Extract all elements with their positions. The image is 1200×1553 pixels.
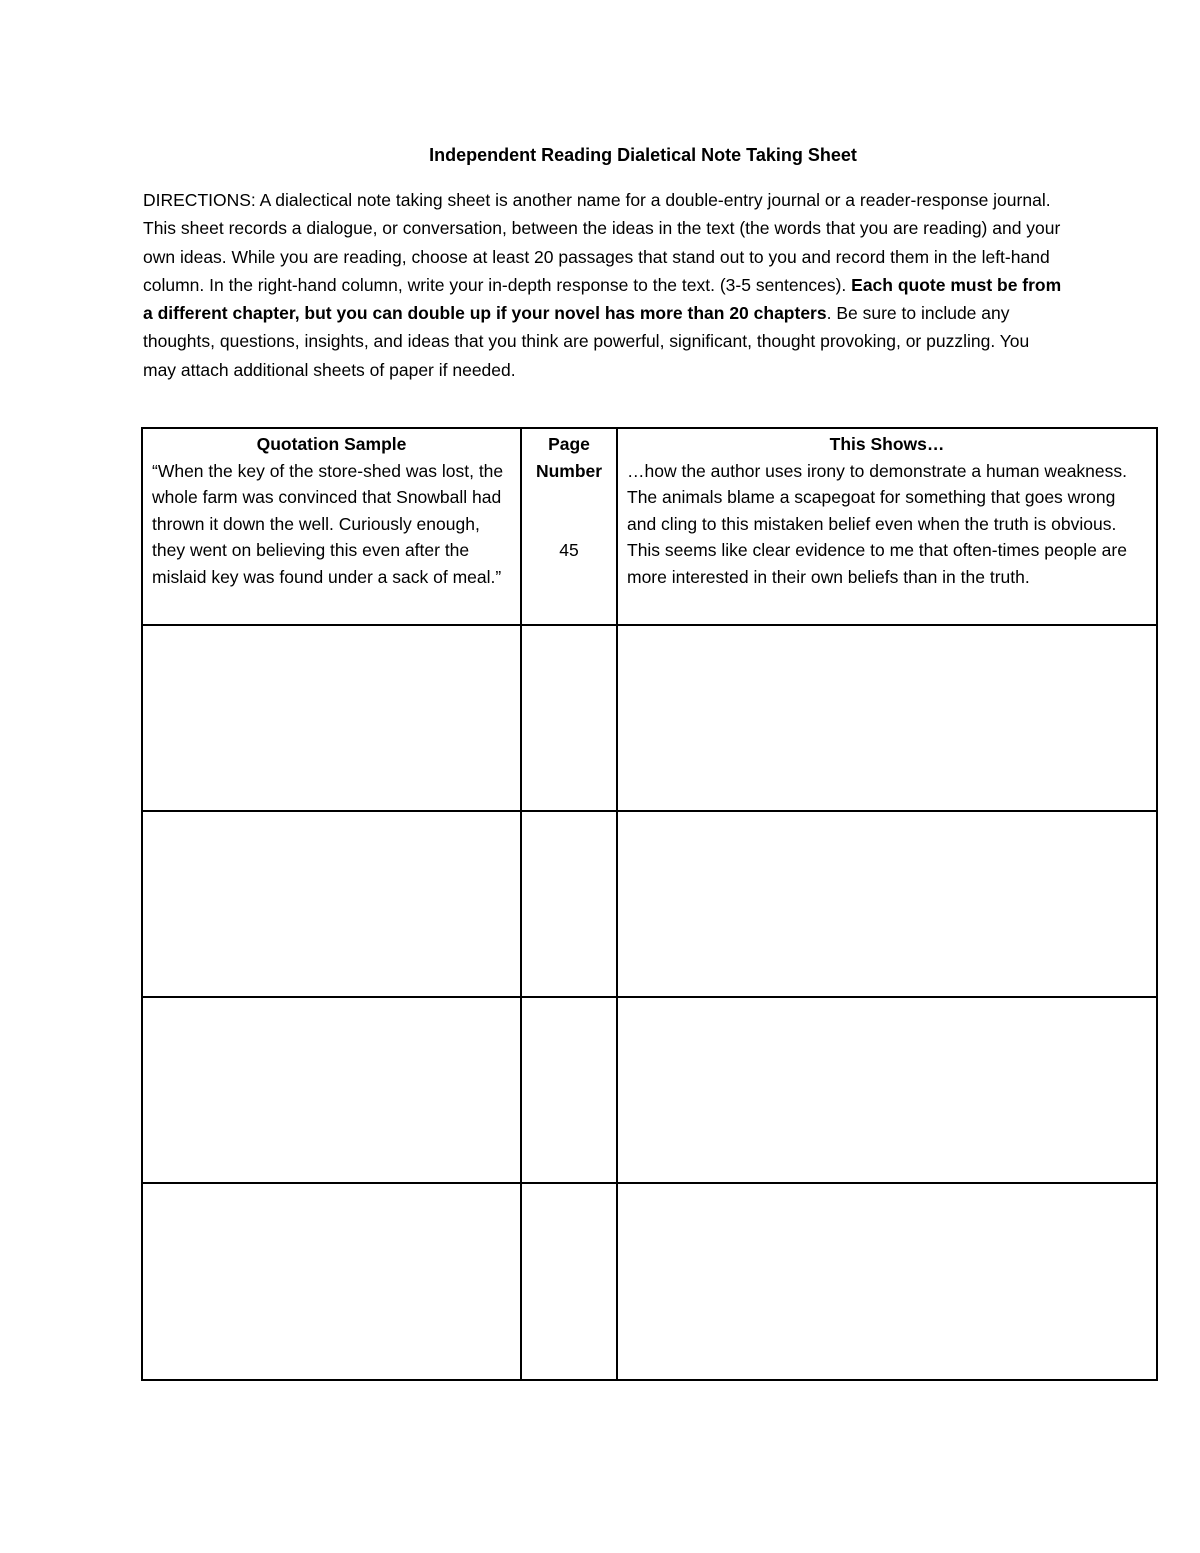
- directions-paragraph: [143, 186, 1063, 384]
- response-entry-cell[interactable]: [617, 811, 1157, 997]
- blank-entry-row: [142, 625, 1157, 811]
- this-shows-header: This Shows…: [829, 434, 945, 454]
- sample-quote-text: “When the key of the store-shed was lost, the whole farm was convinced that Snowball had thrown it down the well. Curiously enough, they went on believing this even after the mislaid key was found under a sack of meal.”: [152, 460, 504, 587]
- page-number-cell: [521, 428, 617, 625]
- quote-entry-cell[interactable]: [142, 811, 521, 997]
- page-entry-cell[interactable]: [521, 811, 617, 997]
- response-entry-cell[interactable]: [617, 1183, 1157, 1380]
- note-taking-table: [141, 427, 1158, 1381]
- response-entry-cell[interactable]: [617, 997, 1157, 1183]
- quotation-sample-header: Quotation Sample: [256, 434, 407, 454]
- response-entry-cell[interactable]: [617, 625, 1157, 811]
- page-number-header: Page Number: [535, 434, 603, 481]
- quote-entry-cell[interactable]: [142, 1183, 521, 1380]
- directions-text: DIRECTIONS: A dialectical note taking sheet is another name for a double-entry journal or a reader-response journal. This sheet records a dialogue, or conversation, between the ideas in the text (the words that you are reading) and your own ideas. While you are reading, choose at least 20 passages that stand out to you and record them in the left-hand column. In the right-hand column, write your in-depth response to the text. (3-5 sentences).: [143, 190, 1061, 295]
- quotation-sample-cell: [142, 428, 521, 625]
- sample-response-text: …how the author uses irony to demonstrate a human weakness. The animals blame a scapegoat for something that goes wrong and cling to this mistaken belief even when the truth is obvious. This seems like clear evidence to me that often-times people are more interested in their own beliefs than in the truth.: [627, 460, 1127, 587]
- sample-row: [142, 428, 1157, 625]
- this-shows-cell: [617, 428, 1157, 625]
- blank-entry-row: [142, 1183, 1157, 1380]
- page-title: Independent Reading Dialetical Note Taking Sheet: [429, 145, 857, 165]
- blank-entry-row: [142, 997, 1157, 1183]
- directions-bold-text: Each quote must be from a different chapter, but you can double up if your novel has more than 20 chapters: [143, 274, 1062, 324]
- page-entry-cell[interactable]: [521, 997, 617, 1183]
- directions-text-continued: . Be sure to include any thoughts, questions, insights, and ideas that you think are powerful, significant, thought provoking, or puzzling. You may attach additional sheets of paper if needed.: [143, 303, 1030, 380]
- sample-page-number: 45: [559, 540, 579, 560]
- page-entry-cell[interactable]: [521, 625, 617, 811]
- quote-entry-cell[interactable]: [142, 997, 521, 1183]
- quote-entry-cell[interactable]: [142, 625, 521, 811]
- page-entry-cell[interactable]: [521, 1183, 617, 1380]
- blank-entry-row: [142, 811, 1157, 997]
